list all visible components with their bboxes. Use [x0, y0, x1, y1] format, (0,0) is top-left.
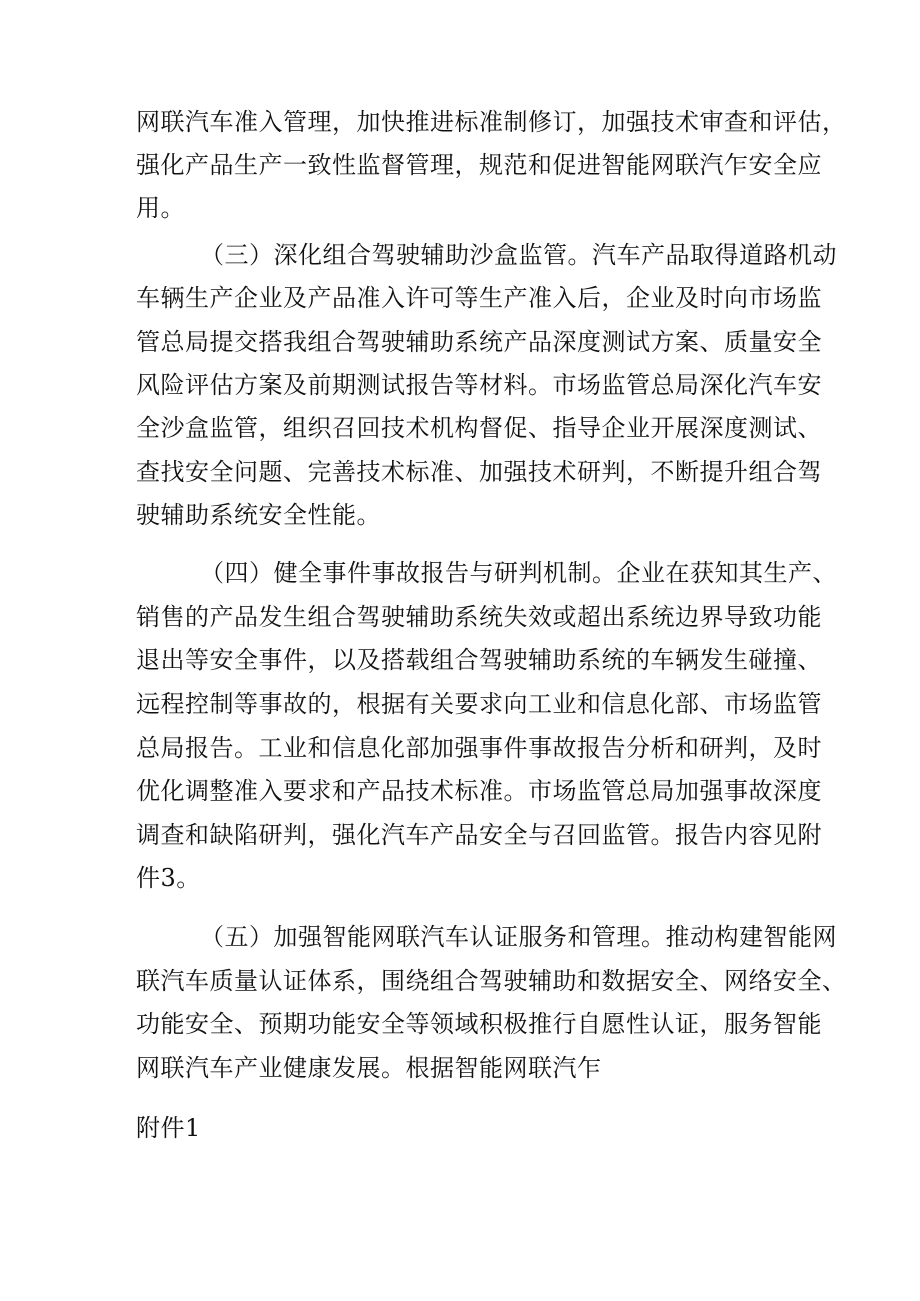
paragraph-4-line-2: 联汽车质量认证体系，围绕组合驾驶辅助和数据安全、网络安全、 — [136, 967, 847, 995]
paragraph-2-line-6: 查找安全问题、完善技术标准、加强技术研判，不断提升组合驾 — [136, 458, 822, 486]
paragraph-3-line-3: 退出等安全事件，以及搭载组合驾驶辅助系统的车辆发生碰撞、 — [136, 646, 822, 674]
paragraph-3-line-7: 调查和缺陷研判，强化汽车产品安全与召回监管。报告内容见附 — [136, 821, 822, 849]
paragraph-2-line-2: 车辆生产企业及产品准入许可等生产准入后，企业及时向市场监 — [136, 284, 822, 312]
paragraph-2-line-4: 风险评估方案及前期测试报告等材料。市场监管总局深化汽车安 — [136, 371, 822, 399]
paragraph-4-line-1: （五）加强智能网联汽车认证服务和管理。推动构建智能网 — [200, 923, 837, 951]
paragraph-1-line-2: 强化产品生产一致性监督管理，规范和促进智能网联汽乍安全应 — [136, 151, 822, 179]
paragraph-2-line-7: 驶辅助系统安全性能。 — [136, 501, 381, 529]
paragraph-3-line-4: 远程控制等事故的，根据有关要求向工业和信息化部、市场监管 — [136, 690, 822, 718]
paragraph-3-line-6: 优化调整准入要求和产品技术标准。市场监管总局加强事故深度 — [136, 777, 822, 805]
paragraph-3-line-1: （四）健全事件事故报告与研判机制。企业在获知其生产、 — [200, 559, 837, 587]
paragraph-2-line-3: 管总局提交搭我组合驾驶辅助系统产品深度测试方案、质量安全 — [136, 328, 822, 356]
paragraph-2-line-1: （三）深化组合驾驶辅助沙盒监管。汽车产品取得道路机动 — [200, 241, 837, 269]
paragraph-4-line-3: 功能安全、预期功能安全等领域积极推行自愿性认证，服务智能 — [136, 1010, 822, 1038]
paragraph-3-line-2: 销售的产品发生组合驾驶辅助系统失效或超出系统边界导致功能 — [136, 603, 822, 631]
attachment-label: 附件1 — [136, 1114, 201, 1142]
paragraph-4-line-4: 网联汽车产业健康发展。根据智能网联汽乍 — [136, 1054, 602, 1082]
paragraph-1-line-3: 用。 — [136, 194, 185, 222]
paragraph-3-line-5: 总局报告。工业和信息化部加强事件事故报告分析和研判，及时 — [136, 734, 822, 762]
paragraph-3-line-8: 件3。 — [136, 864, 201, 892]
paragraph-2-line-5: 全沙盒监管，组织召回技术机构督促、指导企业开展深度测试、 — [136, 414, 822, 442]
paragraph-1-line-1: 网联汽车准入管理，加快推进标准制修订，加强技术审查和评估， — [136, 108, 847, 136]
